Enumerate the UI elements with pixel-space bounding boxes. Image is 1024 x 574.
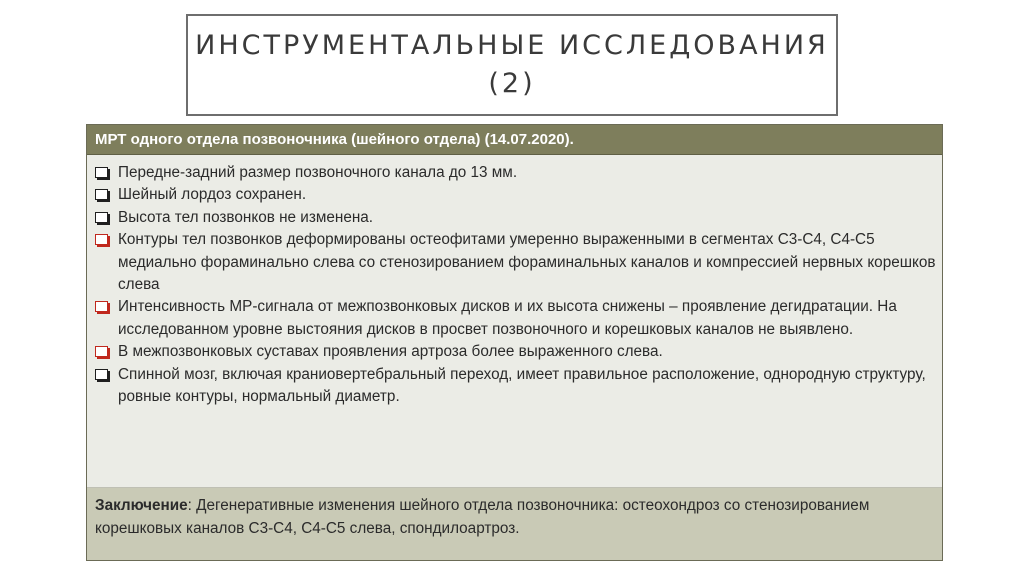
checkbox-bullet-icon [95,189,108,200]
checkbox-bullet-icon [95,212,108,223]
list-item-text: Шейный лордоз сохранен. [118,186,307,204]
slide-title-number: (2) [488,68,536,99]
list-item [93,364,936,409]
list-item [93,341,936,363]
list-item-text: Интенсивность МР-сигнала от межпозвонковых дисков и их высота снижены – проявление дегидратации. На исследованном уровне выстояния дисков в просвет позвоночного и корешковых каналов не выявлено. [118,298,897,338]
list-item-text: Спинной мозг, включая краниовертебральный переход, имеет правильное расположение, однородную структуру, ровные контуры, нормальный диаметр. [118,365,926,406]
checkbox-bullet-icon [95,369,108,380]
list-item [93,162,936,184]
list-item-text: Контуры тел позвонков деформированы остеофитами умеренно выраженными в сегментах С3-С4, С4-С5 медиально фораминально слева со стенозированием фораминальных каналов и компрессией нервных корешков слева [118,231,936,294]
list-item-text: В межпозвонковых суставах проявления артроза более выраженного слева. [118,343,663,361]
slide-title-box [186,14,838,116]
conclusion-label: Заключение [95,497,188,514]
list-item [93,296,936,341]
conclusion-block [87,488,942,560]
checkbox-bullet-red-icon [95,234,108,245]
checkbox-bullet-icon [95,167,108,178]
panel-header: МРТ одного отдела позвоночника (шейного отдела) (14.07.2020). [87,125,942,155]
list-item [93,229,936,296]
checkbox-bullet-red-icon [95,346,108,357]
slide-title: ИНСТРУМЕНТАЛЬНЫЕ ИССЛЕДОВАНИЯ [195,30,829,61]
list-item [93,184,936,206]
conclusion-text: : Дегенеративные изменения шейного отдела позвоночника: остеохондроз со стенозированием корешковых каналов С3-С4, С4-С5 слева, спондилоартроз. [95,497,870,537]
findings-list [87,155,942,488]
checkbox-bullet-red-icon [95,301,108,312]
list-item [93,207,936,229]
list-item-text: Передне-задний размер позвоночного канала до 13 мм. [118,164,518,181]
list-item-text: Высота тел позвонков не изменена. [118,208,374,226]
mri-results-panel [86,124,943,561]
